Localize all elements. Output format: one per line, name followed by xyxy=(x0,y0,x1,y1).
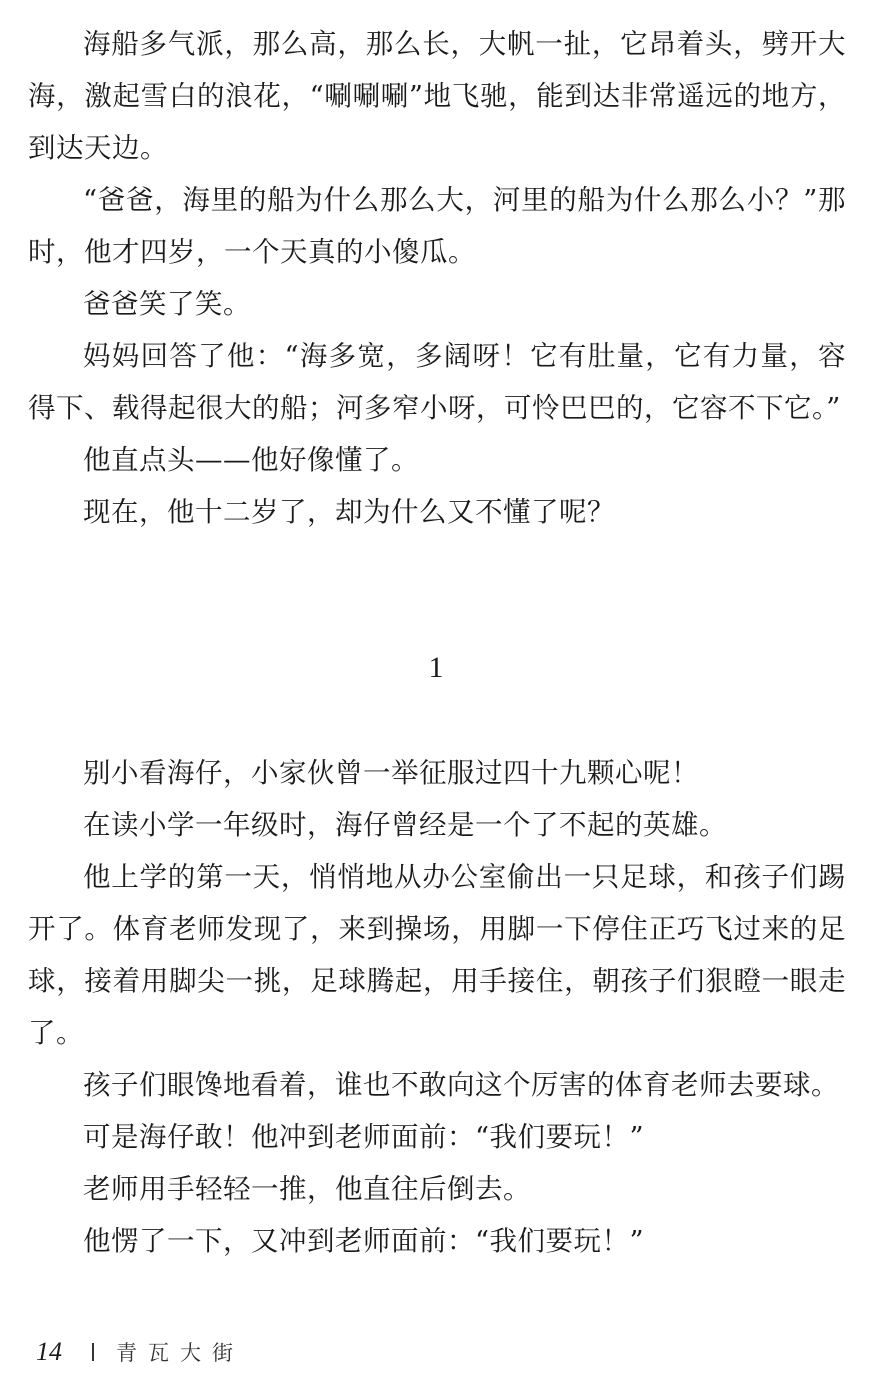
chapter-number: 1 xyxy=(428,651,444,684)
paragraph: 他上学的第一天，悄悄地从办公室偷出一只足球，和孩子们踢开了。体育老师发现了，来到操场，用脚一下停住正巧飞过来的足球，接着用脚尖一挑，足球腾起，用手接住，朝孩子们狠瞪一眼走了。 xyxy=(28,861,846,1049)
section-1-body xyxy=(28,18,846,538)
paragraph: 孩子们眼馋地看着，谁也不敢向这个厉害的体育老师去要球。 xyxy=(83,1069,839,1101)
paragraph: 海船多气派，那么高，那么长，大帆一扯，它昂着头，劈开大海，激起雪白的浪花，“唰唰唰”地飞驰，能到达非常遥远的地方，到达天边。 xyxy=(28,28,846,164)
paragraph: 别小看海仔，小家伙曾一举征服过四十九颗心呢！ xyxy=(83,757,699,789)
paragraph: 在读小学一年级时，海仔曾经是一个了不起的英雄。 xyxy=(83,809,727,841)
paragraph: 他愣了一下，又冲到老师面前：“我们要玩！” xyxy=(83,1225,645,1257)
page-footer xyxy=(36,1332,244,1372)
paragraph: 现在，他十二岁了，却为什么又不懂了呢？ xyxy=(83,496,615,528)
page-number: 14 xyxy=(36,1337,62,1366)
paragraph: “爸爸，海里的船为什么那么大，河里的船为什么那么小？”那时，他才四岁，一个天真的小傻瓜。 xyxy=(28,184,846,268)
footer-divider xyxy=(92,1343,94,1361)
paragraph: 妈妈回答了他：“海多宽，多阔呀！它有肚量，它有力量，容得下、载得起很大的船；河多窄小呀，可怜巴巴的，它容不下它。” xyxy=(28,340,846,424)
paragraph: 他直点头——他好像懂了。 xyxy=(83,444,419,476)
paragraph: 爸爸笑了笑。 xyxy=(83,288,251,320)
section-2-body xyxy=(28,747,846,1267)
paragraph: 老师用手轻轻一推，他直往后倒去。 xyxy=(83,1173,531,1205)
running-title: 青瓦大街 xyxy=(116,1341,244,1365)
paragraph: 可是海仔敢！他冲到老师面前：“我们要玩！” xyxy=(83,1121,645,1153)
